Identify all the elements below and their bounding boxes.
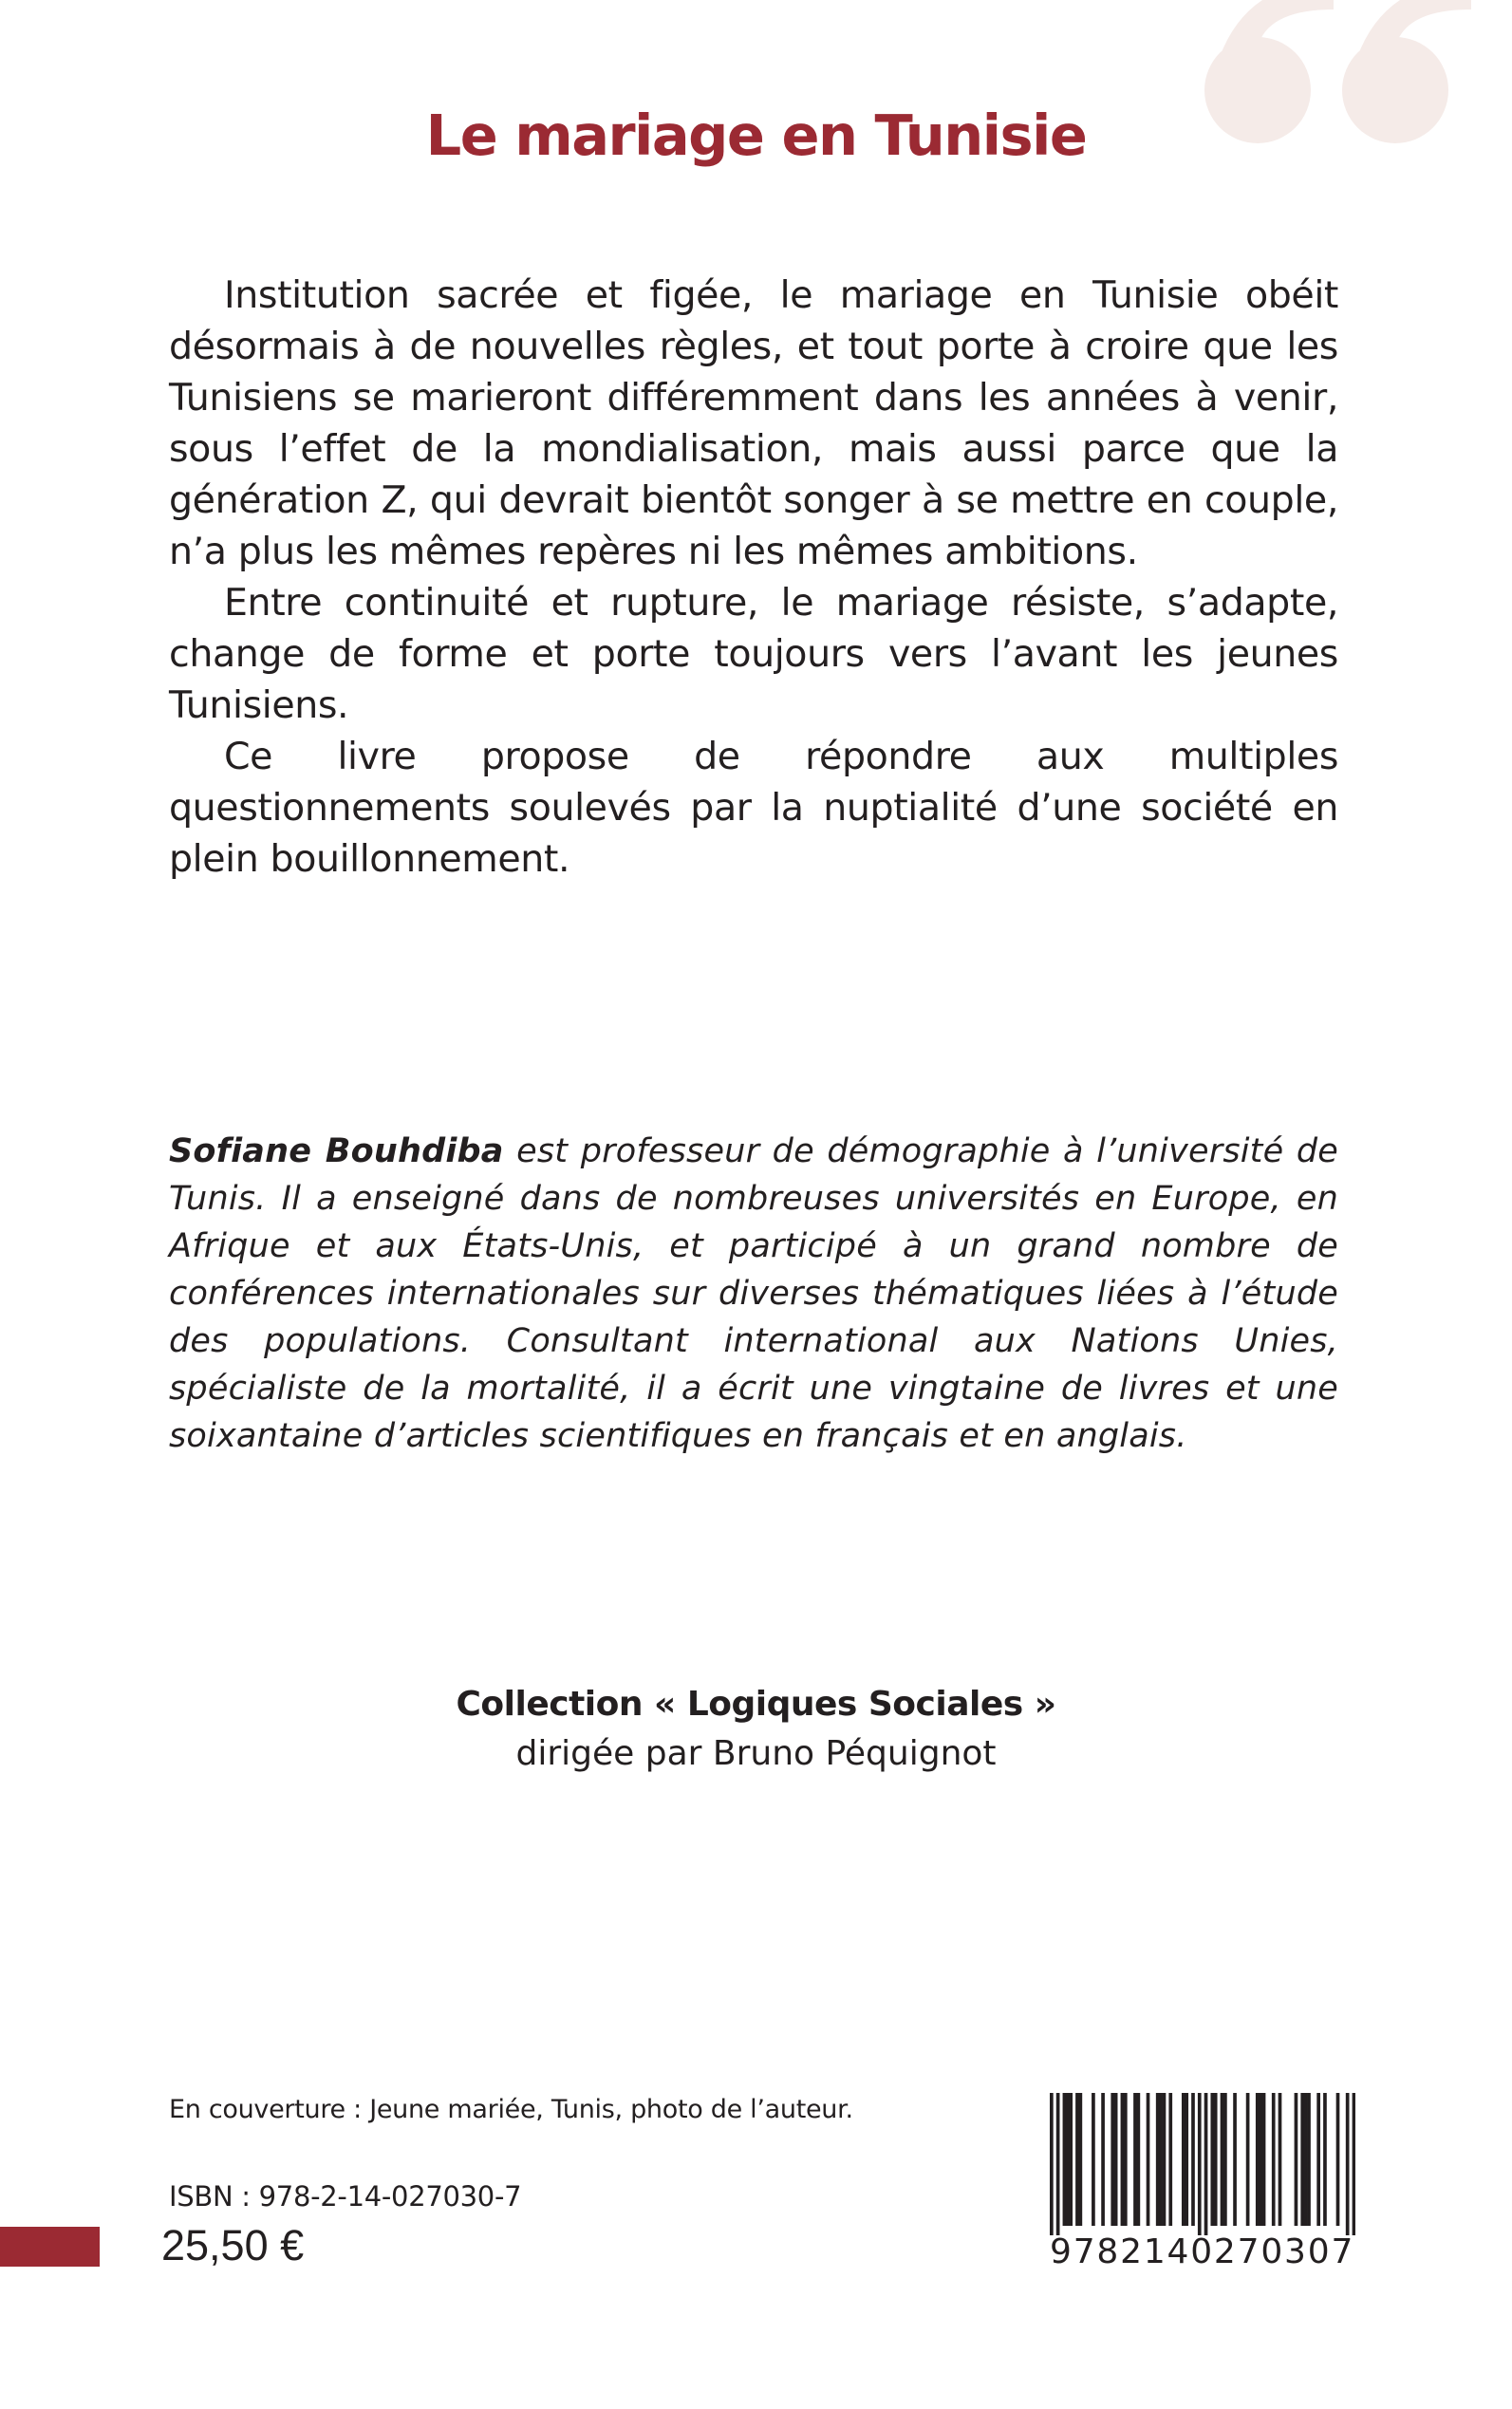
barcode-bar: [1159, 2093, 1163, 2226]
barcode-bar: [1259, 2093, 1262, 2226]
book-summary: [169, 270, 1338, 885]
barcode-bar: [1133, 2093, 1137, 2226]
barcode-bar: [1092, 2093, 1095, 2226]
barcode-bar: [1069, 2093, 1073, 2226]
barcode-bar: [1124, 2093, 1128, 2226]
barcode-bar: [1346, 2093, 1350, 2235]
barcode-bar: [1121, 2093, 1125, 2226]
book-title: Le mariage en Tunisie: [425, 103, 1087, 168]
barcode-bar: [1185, 2093, 1188, 2226]
barcode-number: 9782140270307: [1050, 2232, 1355, 2271]
barcode-bar: [1191, 2093, 1195, 2226]
author-name: Sofiane Bouhdiba: [169, 1132, 504, 1170]
barcode-bar: [1323, 2093, 1327, 2226]
price: 25,50 €: [161, 2221, 305, 2269]
barcode-bar: [1182, 2093, 1185, 2226]
barcode-bar: [1279, 2093, 1282, 2226]
barcode-bar: [1295, 2093, 1298, 2226]
barcode-bar: [1111, 2093, 1114, 2226]
barcode-bar: [1147, 2093, 1150, 2226]
barcode-bar: [1210, 2093, 1214, 2226]
barcode-bar: [1050, 2093, 1054, 2235]
barcode-bar: [1316, 2093, 1320, 2226]
barcode-bar: [1075, 2093, 1079, 2226]
barcode-bar: [1223, 2093, 1227, 2226]
accent-bar: [0, 2227, 100, 2267]
barcode-bar: [1246, 2093, 1250, 2226]
cover-credit: En couverture : Jeune mariée, Tunis, photo de l’auteur.: [169, 2095, 853, 2124]
isbn: ISBN : 978-2-14-027030-7: [169, 2180, 522, 2213]
barcode-bar: [1272, 2093, 1276, 2226]
collection-director: dirigée par Bruno Péquignot: [515, 1734, 997, 1773]
barcode-bar: [1256, 2093, 1260, 2226]
barcode-bar: [1101, 2093, 1105, 2226]
barcode-bar: [1233, 2093, 1237, 2226]
barcode-bar: [1114, 2093, 1118, 2226]
barcode-bar: [1262, 2093, 1266, 2226]
barcode-bar: [1353, 2093, 1355, 2235]
barcode-bar: [1168, 2093, 1172, 2226]
collection-title: Collection « Logiques Sociales »: [456, 1685, 1056, 1724]
barcode-bar: [1204, 2093, 1208, 2235]
barcode-bar: [1063, 2093, 1067, 2226]
barcode-bar: [1336, 2093, 1340, 2226]
barcode-bar: [1163, 2093, 1167, 2226]
barcode-bar: [1307, 2093, 1311, 2226]
barcode-icon: [1050, 2093, 1355, 2235]
barcode-bar: [1079, 2093, 1083, 2226]
barcode-bar: [1056, 2093, 1060, 2235]
barcode-bar: [1221, 2093, 1224, 2226]
collection-info: [0, 1680, 1512, 1779]
barcode-bar: [1304, 2093, 1308, 2226]
barcode-bar: [1137, 2093, 1141, 2226]
barcode-bar: [1066, 2093, 1070, 2226]
barcode-bar: [1300, 2093, 1304, 2226]
summary-paragraph: Ce livre propose de répondre aux multiples questionnements soulevés par la nuptialité d’une société en plein bouillonnement.: [169, 735, 1338, 881]
summary-paragraph: Institution sacrée et figée, le mariage en Tunisie obéit désormais à de nouvelles règles, et tout porte à croire que les Tunisiens se marieront différemment dans les années à venir, sous l’effet de la mondialisation, mais aussi parce que la génération Z, qui devrait bientôt songer à se mettre en couple, n’a plus les mêmes repères ni les mêmes ambitions.: [169, 273, 1338, 573]
barcode-bar: [1214, 2093, 1218, 2226]
author-bio: [169, 1128, 1338, 1460]
barcode-bar: [1156, 2093, 1160, 2226]
author-bio-text: est professeur de démographie à l’université de Tunis. Il a enseigné dans de nombreuses universités en Europe, en Afrique et aux États-Unis, et participé à un grand nombre de conférences internationales sur diverses thématiques liées à l’étude des populations. Consultant international aux Nations Unies, spécialiste de la mortalité, il a écrit une vingtaine de livres et une soixantaine d’articles scientifiques en français et en anglais.: [169, 1132, 1338, 1455]
barcode-bar: [1198, 2093, 1202, 2235]
summary-paragraph: Entre continuité et rupture, le mariage résiste, s’adapte, change de forme et porte toujours vers l’avant les jeunes Tunisiens.: [169, 581, 1338, 727]
